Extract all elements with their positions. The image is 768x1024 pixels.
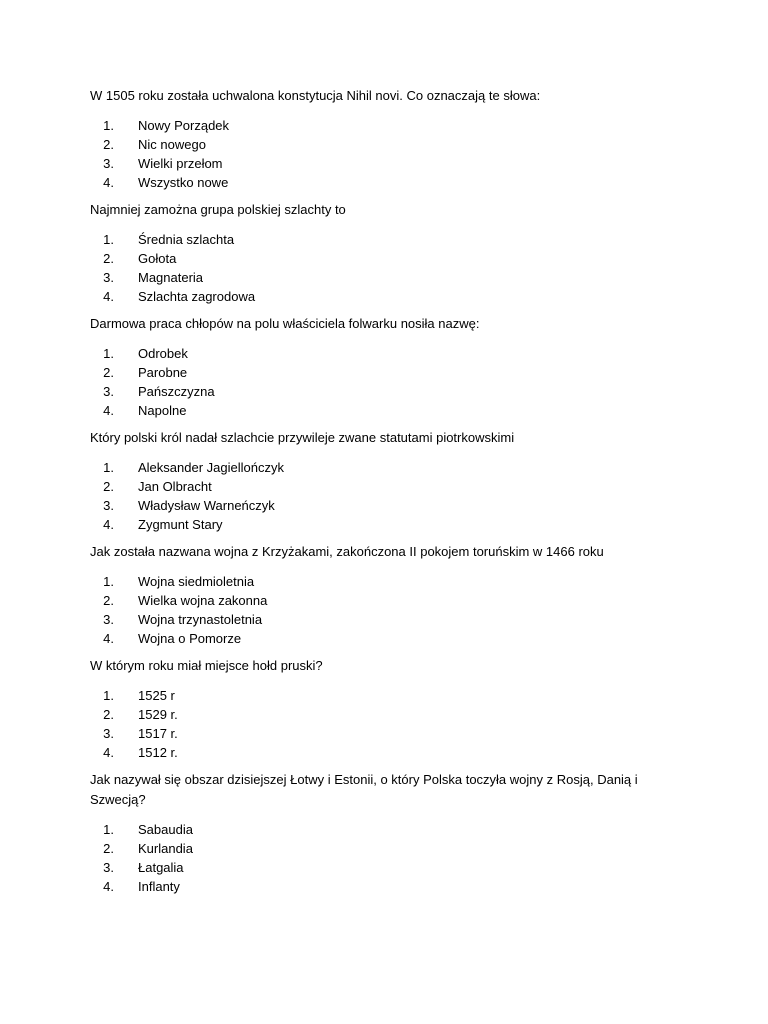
answer-option (90, 743, 690, 762)
option-label: 1525 r (138, 688, 175, 703)
question-text: Jak nazywał się obszar dzisiejszej Łotwy i Estonii, o który Polska toczyła wojny z Rosją, Danią i Szwecją? (90, 772, 638, 807)
question-text: Najmniej zamożna grupa polskiej szlachty to (90, 202, 346, 217)
option-label: 1517 r. (138, 726, 178, 741)
question-block-1 (90, 86, 690, 192)
question-block-7 (90, 770, 690, 896)
answer-option (90, 135, 690, 154)
option-label: Wojna o Pomorze (138, 631, 242, 646)
answer-option (90, 477, 690, 496)
option-label: Zygmunt Stary (138, 517, 223, 532)
question-block-4 (90, 428, 690, 534)
answer-option (90, 591, 690, 610)
option-number: 2. (103, 365, 114, 380)
question-block-5 (90, 542, 690, 648)
answer-option (90, 173, 690, 192)
answer-option (90, 877, 690, 896)
answer-option (90, 629, 690, 648)
option-label: Jan Olbracht (138, 479, 212, 494)
answer-list (90, 572, 690, 648)
answer-option (90, 230, 690, 249)
option-label: 1529 r. (138, 707, 178, 722)
option-number: 3. (103, 384, 114, 399)
option-label: Średnia szlachta (138, 232, 235, 247)
answer-option (90, 572, 690, 591)
option-number: 1. (103, 460, 114, 475)
option-label: Inflanty (138, 879, 180, 894)
option-number: 4. (103, 175, 114, 190)
question-block-6 (90, 656, 690, 762)
answer-list (90, 458, 690, 534)
option-number: 3. (103, 726, 114, 741)
answer-option (90, 496, 690, 515)
answer-option (90, 344, 690, 363)
option-label: Aleksander Jagiellończyk (138, 460, 284, 475)
option-number: 2. (103, 593, 114, 608)
option-label: Nowy Porządek (138, 118, 230, 133)
option-number: 3. (103, 156, 114, 171)
answer-list (90, 344, 690, 420)
answer-list (90, 686, 690, 762)
option-number: 3. (103, 498, 114, 513)
option-number: 4. (103, 879, 114, 894)
option-label: Sabaudia (138, 822, 193, 837)
option-number: 1. (103, 822, 114, 837)
document-page (90, 86, 690, 904)
answer-option (90, 724, 690, 743)
answer-list (90, 116, 690, 192)
answer-option (90, 401, 690, 420)
option-number: 4. (103, 517, 114, 532)
answer-list (90, 230, 690, 306)
question-text: Który polski król nadał szlachcie przywileje zwane statutami piotrkowskimi (90, 430, 515, 445)
answer-option (90, 839, 690, 858)
answer-option (90, 363, 690, 382)
option-label: Wielka wojna zakonna (138, 593, 268, 608)
option-number: 3. (103, 860, 114, 875)
question-text: W którym roku miał miejsce hołd pruski? (90, 658, 323, 673)
option-label: Magnateria (138, 270, 204, 285)
option-label: Władysław Warneńczyk (138, 498, 275, 513)
option-label: Wszystko nowe (138, 175, 229, 190)
option-number: 1. (103, 346, 114, 361)
option-label: Szlachta zagrodowa (138, 289, 256, 304)
option-number: 3. (103, 270, 114, 285)
option-number: 2. (103, 841, 114, 856)
option-label: Odrobek (138, 346, 188, 361)
option-label: Kurlandia (138, 841, 193, 856)
option-number: 4. (103, 631, 114, 646)
answer-option (90, 515, 690, 534)
option-number: 2. (103, 251, 114, 266)
option-label: Wojna siedmioletnia (138, 574, 255, 589)
option-label: Łatgalia (138, 860, 184, 875)
option-number: 1. (103, 232, 114, 247)
option-label: Napolne (138, 403, 187, 418)
option-label: Pańszczyzna (138, 384, 215, 399)
answer-option (90, 268, 690, 287)
answer-option (90, 610, 690, 629)
answer-option (90, 858, 690, 877)
answer-option (90, 287, 690, 306)
option-label: Wojna trzynastoletnia (138, 612, 263, 627)
option-label: Wielki przełom (138, 156, 223, 171)
answer-option (90, 154, 690, 173)
option-number: 2. (103, 479, 114, 494)
answer-option (90, 686, 690, 705)
answer-list (90, 820, 690, 896)
option-label: Gołota (138, 251, 177, 266)
question-text: Darmowa praca chłopów na polu właściciela folwarku nosiła nazwę: (90, 316, 480, 331)
question-block-3 (90, 314, 690, 420)
option-label: 1512 r. (138, 745, 178, 760)
answer-option (90, 382, 690, 401)
option-label: Parobne (138, 365, 188, 380)
question-block-2 (90, 200, 690, 306)
option-number: 4. (103, 745, 114, 760)
option-number: 2. (103, 137, 114, 152)
option-number: 3. (103, 612, 114, 627)
option-number: 1. (103, 688, 114, 703)
question-text: Jak została nazwana wojna z Krzyżakami, zakończona II pokojem toruńskim w 1466 roku (90, 544, 604, 559)
answer-option (90, 458, 690, 477)
answer-option (90, 705, 690, 724)
answer-option (90, 116, 690, 135)
option-number: 1. (103, 118, 114, 133)
option-number: 1. (103, 574, 114, 589)
option-number: 4. (103, 289, 114, 304)
option-label: Nic nowego (138, 137, 206, 152)
answer-option (90, 249, 690, 268)
option-number: 4. (103, 403, 114, 418)
option-number: 2. (103, 707, 114, 722)
answer-option (90, 820, 690, 839)
question-text: W 1505 roku została uchwalona konstytucja Nihil novi. Co oznaczają te słowa: (90, 88, 541, 103)
